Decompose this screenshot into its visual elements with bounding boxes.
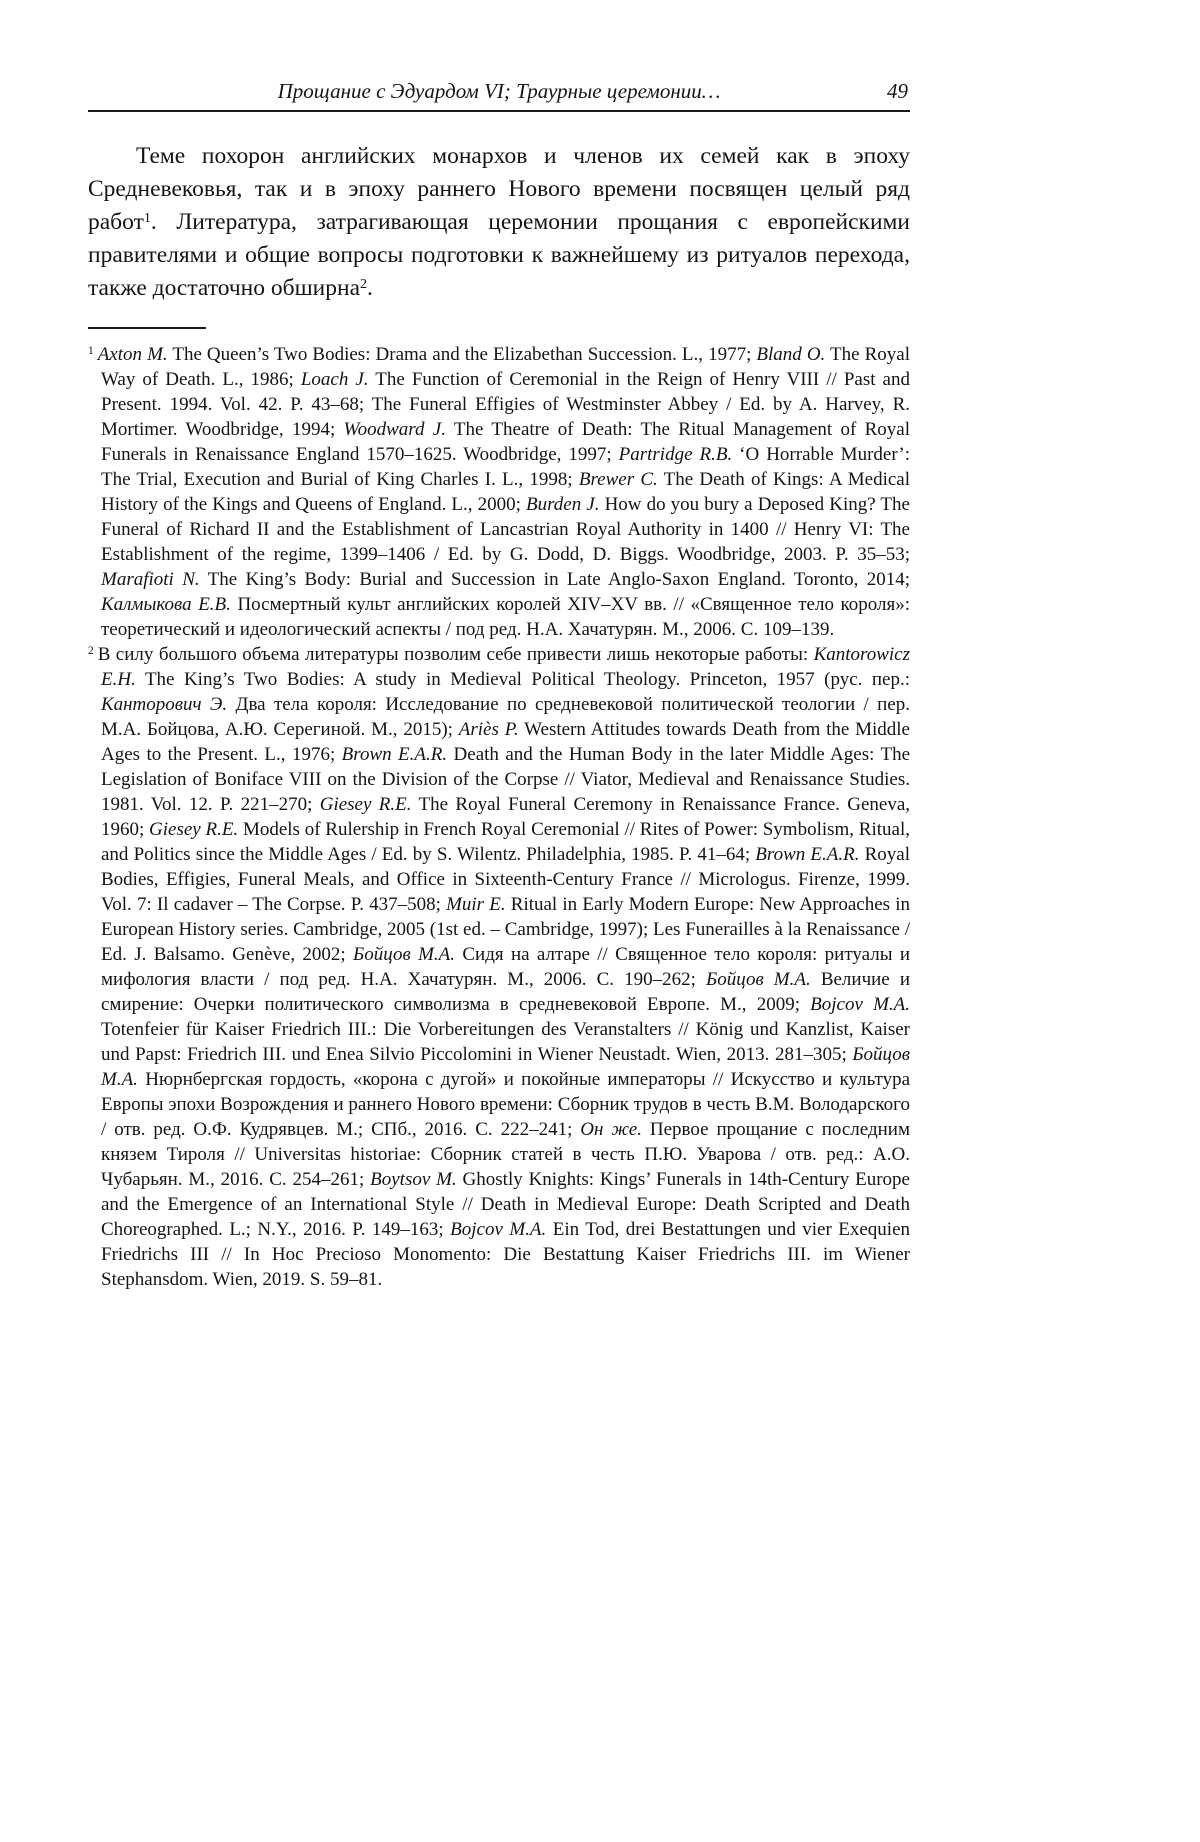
footnote-2-marker: 2	[88, 645, 94, 658]
page-number: 49	[887, 79, 908, 103]
footnote-separator	[88, 327, 206, 329]
footnotes-section	[88, 342, 910, 1292]
running-header	[88, 78, 910, 104]
footnote-2	[88, 642, 911, 1292]
footnote-1-marker: 1	[88, 345, 94, 358]
body-paragraph: Теме похорон английских монархов и членов их семей как в эпоху Средневековья, так и в эпоху раннего Нового времени посвящен целый ряд работ$^1$. Литература, затрагивающая церемонии прощания с европейскими правителями и общие вопросы подготовки к важнейшему из ритуалов перехода, также достаточно обширна$^2$.	[88, 143, 910, 301]
footnote-2-text: В силу большого объема литературы позволим себе привести лишь некоторые работы: Kantorowicz E.H. The King’s Two Bodies: A study in Medieval Political Theology. Princeton, 1957 (рус. пер.: Канторович Э. Два тела короля: Исследование по средневековой политической теологии / пер. М.А. Бойцова, А.Ю. Серегиной. М., 2015); Ariès P. Western Attitudes towards Death from the Middle Ages to the Present. L., 1976; Brown E.A.R. Death and the Human Body in the later Middle Ages: The Legislation of Boniface VIII on the Division of the Corpse // Viator, Medieval and Renaissance Studies. 1981. Vol. 12. P. 221–270; Giesey R.E. The Royal Funeral Ceremony in Renaissance France. Geneva, 1960; Giesey R.E. Models of Rulership in French Royal Ceremonial // Rites of Power: Symbolism, Ritual, and Politics since the Middle Ages / Ed. by S. Wilentz. Philadelphia, 1985. P. 41–64; Brown E.A.R. Royal Bodies, Effigies, Funeral Meals, and Office in Sixteenth-Century France // Micrologus. Firenze, 1999. Vol. 7: Il cadaver – The Corpse. P. 437–508; Muir E. Ritual in Early Modern Europe: New Approaches in European History series. Cambridge, 2005 (1st ed. – Cambridge, 1997); Les Funerailles à la Renaissance / Ed. J. Balsamo. Genève, 2002; Бойцов М.А. Сидя на алтаре // Священное тело короля: ритуалы и мифология власти / под ред. Н.А. Хачатурян. М., 2006. С. 190–262; Бойцов М.А. Величие и смирение: Очерки политического символизма в средневековой Европе. М., 2009; Bojcov M.A. Totenfeier für Kaiser Friedrich III.: Die Vorbereitungen des Veranstalters // König und Kanzlist, Kaiser und Papst: Friedrich III. und Enea Silvio Piccolomini in Wiener Neustadt. Wien, 2013. 281–305; Бойцов М.А. Нюрнбергская гордость, «корона с дугой» и покойные императоры // Искусство и культура Европы эпохи Возрождения и раннего Нового времени: Сборник трудов в честь В.М. Володарского / отв. ред. О.Ф. Кудрявцев. М.; СПб., 2016. С. 222–241; Он же. Первое прощание с последним князем Тироля // Universitas historiae: Сборник статей в честь П.Ю. Уварова / отв. ред.: А.О. Чубарьян. М., 2016. С. 254–261; Boytsov M. Ghostly Knights: Kings’ Funerals in 14th-Century Europe and the Emergence of an International Style // Death in Medieval Europe: Death Scripted and Death Choreographed. L.; N.Y., 2016. P. 149–163; Bojcov M.A. Ein Tod, drei Bestattungen und vier Exequien Friedrichs III // In Hoc Precioso Monomento: Die Bestattung Kaiser Friedrichs III. im Wiener Stephansdom. Wien, 2019. S. 59–81.	[97, 644, 911, 1290]
header-rule	[88, 110, 910, 112]
footnote-1	[88, 342, 911, 642]
page-content	[88, 78, 910, 1292]
running-header-title: Прощание с Эдуардом VI; Траурные церемонии…	[277, 79, 721, 103]
footnote-1-text: Axton M. The Queen’s Two Bodies: Drama and the Elizabethan Succession. L., 1977; Bland O. The Royal Way of Death. L., 1986; Loach J. The Function of Ceremonial in the Reign of Henry VIII // Past and Present. 1994. Vol. 42. P. 43–68; The Funeral Effigies of Westminster Abbey / Ed. by A. Harvey, R. Mortimer. Woodbridge, 1994; Woodward J. The Theatre of Death: The Ritual Management of Royal Funerals in Renaissance England 1570–1625. Woodbridge, 1997; Partridge R.B. ‘O Horrable Murder’: The Trial, Execution and Burial of King Charles I. L., 1998; Brewer C. The Death of Kings: A Medical History of the Kings and Queens of England. L., 2000; Burden J. How do you bury a Deposed King? The Funeral of Richard II and the Establishment of Lancastrian Royal Authority in 1400 // Henry VI: The Establishment of the regime, 1399–1406 / Ed. by G. Dodd, D. Biggs. Woodbridge, 2003. P. 35–53; Marafioti N. The King’s Body: Burial and Succession in Late Anglo-Saxon England. Toronto, 2014; Калмыкова Е.В. Посмертный культ английских королей XIV–XV вв. // «Священное тело короля»: теоретический и идеологический аспекты / под ред. Н.А. Хачатурян. М., 2006. С. 109–139.	[97, 344, 911, 640]
